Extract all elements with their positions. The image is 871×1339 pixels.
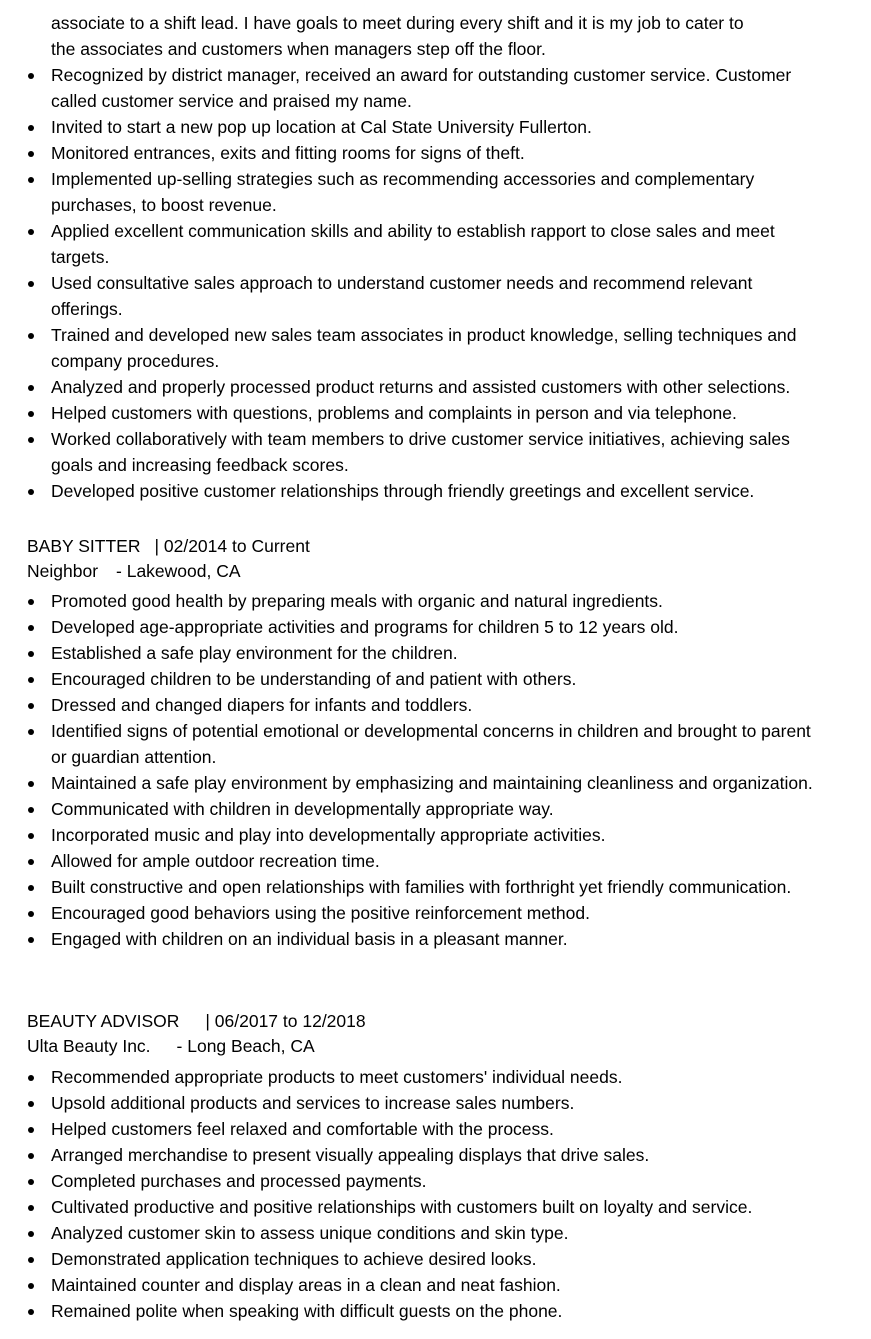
continued-line-2: the associates and customers when managers step off the floor. <box>51 39 546 59</box>
bullet-dot-icon <box>28 411 34 417</box>
job3-bullet-item <box>0 1142 820 1168</box>
job2-bullet-list <box>0 588 820 952</box>
bullet-dot-icon <box>28 625 34 631</box>
job3-title: BEAUTY ADVISOR <box>27 1011 180 1031</box>
job3-bullet-text: Arranged merchandise to present visually appealing displays that drive sales. <box>51 1145 650 1165</box>
bullet-dot-icon <box>28 781 34 787</box>
job2-bullet-item <box>0 848 820 874</box>
job2-bullet-item <box>0 588 820 614</box>
bullet-dot-icon <box>28 729 34 735</box>
bullet-dot-icon <box>28 1205 34 1211</box>
bullet-dot-icon <box>28 1257 34 1263</box>
job3-bullet-text: Completed purchases and processed payments. <box>51 1171 427 1191</box>
job3-dates: | 06/2017 to 12/2018 <box>205 1011 366 1031</box>
bullet-dot-icon <box>28 1179 34 1185</box>
job1-bullet-item <box>0 270 820 322</box>
job2-bullet-text: Encouraged good behaviors using the positive reinforcement method. <box>51 903 590 923</box>
bullet-dot-icon <box>28 1153 34 1159</box>
job2-title: BABY SITTER <box>27 536 141 556</box>
job3-bullet-text: Demonstrated application techniques to achieve desired looks. <box>51 1249 537 1269</box>
bullet-dot-icon <box>28 281 34 287</box>
job3-bullet-text: Remained polite when speaking with difficult guests on the phone. <box>51 1301 563 1321</box>
job1-bullet-item <box>0 426 820 478</box>
job3-bullet-item <box>0 1168 820 1194</box>
job2-bullet-item <box>0 900 820 926</box>
job2-location: - Lakewood, CA <box>116 561 241 581</box>
job2-bullet-text: Built constructive and open relationships with families with forthright yet friendly communication. <box>51 877 792 897</box>
job1-bullet-text: Recognized by district manager, received an award for outstanding customer service. Customer called customer service and praised my name. <box>51 65 792 111</box>
job2-bullet-item <box>0 874 820 900</box>
job3-location: - Long Beach, CA <box>176 1036 315 1056</box>
job2-bullet-item <box>0 796 820 822</box>
job1-bullet-item <box>0 478 820 504</box>
job2-bullet-item <box>0 692 820 718</box>
job2-bullet-item <box>0 718 820 770</box>
job3-bullet-item <box>0 1194 820 1220</box>
bullet-dot-icon <box>28 333 34 339</box>
bullet-dot-icon <box>28 833 34 839</box>
bullet-dot-icon <box>28 1075 34 1081</box>
job2-bullet-text: Established a safe play environment for the children. <box>51 643 458 663</box>
job3-bullet-item <box>0 1064 820 1090</box>
job3-bullet-text: Analyzed customer skin to assess unique conditions and skin type. <box>51 1223 569 1243</box>
job1-bullet-item <box>0 374 820 400</box>
job1-bullet-item <box>0 140 820 166</box>
bullet-dot-icon <box>28 73 34 79</box>
job3-employer-line <box>27 1034 315 1058</box>
job3-bullet-text: Maintained counter and display areas in a clean and neat fashion. <box>51 1275 561 1295</box>
job2-bullet-item <box>0 770 820 796</box>
continued-line-1: associate to a shift lead. I have goals to meet during every shift and it is my job to cater to <box>51 13 744 33</box>
job2-title-line <box>27 534 310 558</box>
bullet-dot-icon <box>28 911 34 917</box>
job2-bullet-text: Engaged with children on an individual basis in a pleasant manner. <box>51 929 568 949</box>
job3-bullet-item <box>0 1090 820 1116</box>
job1-bullet-text: Monitored entrances, exits and fitting rooms for signs of theft. <box>51 143 525 163</box>
job2-bullet-text: Incorporated music and play into developmentally appropriate activities. <box>51 825 606 845</box>
job1-bullet-item <box>0 114 820 140</box>
job2-bullet-text: Encouraged children to be understanding of and patient with others. <box>51 669 577 689</box>
job3-bullet-text: Cultivated productive and positive relationships with customers built on loyalty and service. <box>51 1197 753 1217</box>
bullet-dot-icon <box>28 599 34 605</box>
continued-bullet-text <box>51 10 851 62</box>
job2-employer: Neighbor <box>27 561 99 581</box>
bullet-dot-icon <box>28 1283 34 1289</box>
bullet-dot-icon <box>28 151 34 157</box>
job3-bullet-item <box>0 1272 820 1298</box>
job2-bullet-text: Developed age-appropriate activities and programs for children 5 to 12 years old. <box>51 617 679 637</box>
bullet-dot-icon <box>28 677 34 683</box>
job3-bullet-text: Recommended appropriate products to meet customers' individual needs. <box>51 1067 623 1087</box>
job1-bullet-text: Helped customers with questions, problems and complaints in person and via telephone. <box>51 403 737 423</box>
job3-bullet-item <box>0 1116 820 1142</box>
bullet-dot-icon <box>28 437 34 443</box>
job2-bullet-text: Communicated with children in developmentally appropriate way. <box>51 799 554 819</box>
job3-bullet-item <box>0 1246 820 1272</box>
bullet-dot-icon <box>28 937 34 943</box>
bullet-dot-icon <box>28 229 34 235</box>
job1-bullet-list <box>0 62 820 504</box>
job1-bullet-item <box>0 322 820 374</box>
bullet-dot-icon <box>28 859 34 865</box>
job1-bullet-text: Used consultative sales approach to understand customer needs and recommend relevant offerings. <box>51 273 753 319</box>
job3-bullet-list <box>0 1064 820 1324</box>
bullet-dot-icon <box>28 125 34 131</box>
job1-bullet-text: Applied excellent communication skills and ability to establish rapport to close sales and meet targets. <box>51 221 775 267</box>
job1-bullet-item <box>0 166 820 218</box>
job1-bullet-text: Trained and developed new sales team associates in product knowledge, selling techniques and company procedures. <box>51 325 797 371</box>
bullet-dot-icon <box>28 1101 34 1107</box>
job3-bullet-item <box>0 1298 820 1324</box>
job2-bullet-text: Maintained a safe play environment by emphasizing and maintaining cleanliness and organization. <box>51 773 813 793</box>
job3-bullet-item <box>0 1220 820 1246</box>
job1-bullet-text: Worked collaboratively with team members to drive customer service initiatives, achieving sales goals and increasing feedback scores. <box>51 429 790 475</box>
job1-bullet-item <box>0 400 820 426</box>
bullet-dot-icon <box>28 703 34 709</box>
job1-bullet-item <box>0 62 820 114</box>
bullet-dot-icon <box>28 651 34 657</box>
job1-bullet-text: Implemented up-selling strategies such as recommending accessories and complementary purchases, to boost revenue. <box>51 169 755 215</box>
job2-bullet-text: Promoted good health by preparing meals with organic and natural ingredients. <box>51 591 663 611</box>
job1-bullet-item <box>0 218 820 270</box>
job3-title-line <box>27 1009 366 1033</box>
bullet-dot-icon <box>28 885 34 891</box>
job2-bullet-text: Allowed for ample outdoor recreation time. <box>51 851 380 871</box>
bullet-dot-icon <box>28 385 34 391</box>
job2-bullet-item <box>0 614 820 640</box>
bullet-dot-icon <box>28 489 34 495</box>
job3-bullet-text: Helped customers feel relaxed and comfortable with the process. <box>51 1119 554 1139</box>
bullet-dot-icon <box>28 1309 34 1315</box>
job2-bullet-item <box>0 640 820 666</box>
bullet-dot-icon <box>28 1231 34 1237</box>
job2-bullet-text: Identified signs of potential emotional or developmental concerns in children and brought to parent or guardian attention. <box>51 721 811 767</box>
job2-employer-line <box>27 559 241 583</box>
job3-bullet-text: Upsold additional products and services to increase sales numbers. <box>51 1093 575 1113</box>
bullet-dot-icon <box>28 177 34 183</box>
job1-bullet-text: Invited to start a new pop up location at Cal State University Fullerton. <box>51 117 592 137</box>
job2-bullet-item <box>0 926 820 952</box>
bullet-dot-icon <box>28 807 34 813</box>
job2-dates: | 02/2014 to Current <box>154 536 310 556</box>
job2-bullet-item <box>0 666 820 692</box>
job2-bullet-text: Dressed and changed diapers for infants and toddlers. <box>51 695 473 715</box>
job3-employer: Ulta Beauty Inc. <box>27 1036 151 1056</box>
job1-bullet-text: Developed positive customer relationships through friendly greetings and excellent service. <box>51 481 755 501</box>
job2-bullet-item <box>0 822 820 848</box>
job1-bullet-text: Analyzed and properly processed product returns and assisted customers with other selections. <box>51 377 791 397</box>
bullet-dot-icon <box>28 1127 34 1133</box>
